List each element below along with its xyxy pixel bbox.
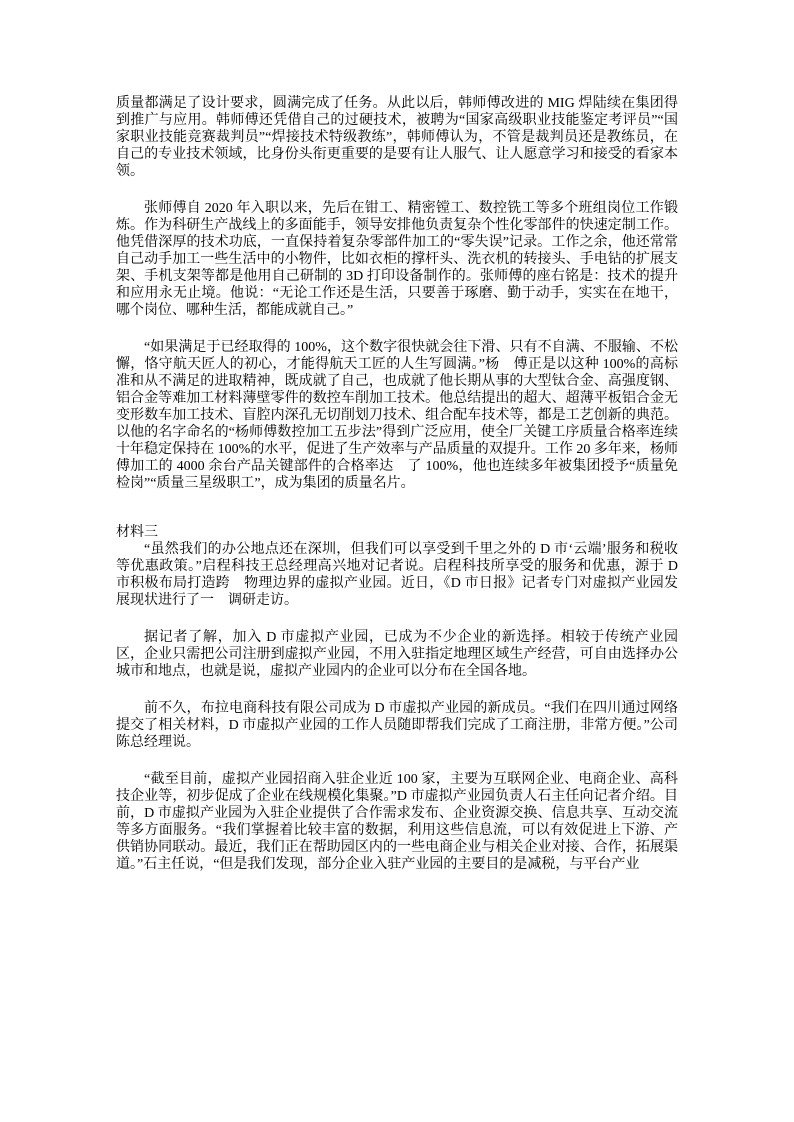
paragraph-yang-shifu: “如果满足于已经取得的 100%，这个数字很快就会往下滑、只有不自满、不服输、不松懈，恪守航天匠人的初心，才能得航天工匠的人生写圆满。”杨 傅正是以这种 100%的高标准和从不满足的进取精神，既成就了自己，也成就了他长期从事的大型钛合金、高强度钢、铝合金等难加工材料薄壁零件的数控车削加工技术。他总结提出的超大、超薄平板铝合金无变形数车加工技术、盲腔内深孔无切削划刀技术、组合配车技术等，都是工艺创新的典范。以他的名字命名的“杨师傅数控加工五步法”得到广泛应用，使全厂关键工序质量合格率连续十年稳定保持在 100%的水平，促进了生产效率与产品质量的双提升。工作 20 多年来，杨师傅加工的 4000 余台产品关键部件的合格率达 了 100%，他也连续多年被集团授予“质量免检岗”“质量三星级职工”，成为集团的质量名片。 (116, 340, 678, 491)
paragraph-virtual-park-intro: “虽然我们的办公地点还在深圳，但我们可以享受到千里之外的 D 市‘云端’服务和税收等优惠政策。”启程科技王总经理高兴地对记者说。启程科技所享受的服务和优惠，源于 D 市积极布局打造跨 物理边界的虚拟产业园。近日，《D 市日报》记者专门对虚拟产业园发展现状进行了一 调研走访。 (116, 542, 678, 608)
paragraph-park-director-interview: “截至目前，虚拟产业园招商入驻企业近 100 家，主要为互联网企业、电商企业、高科技企业等，初步促成了企业在线规模化集聚。”D 市虚拟产业园负责人石主任向记者介绍。目前，D 市虚拟产业园为入驻企业提供了合作需求发布、企业资源交换、信息共享、互动交流等多方面服务。“我们掌握着比较丰富的数据，利用这些信息流，可以有效促进上下游、产供销协同联动。最近，我们正在帮助园区内的一些电商企业与相关企业对接、合作，拓展渠道。”石主任说，“但是我们发现，部分企业入驻产业园的主要目的是减税，与平台产业 (116, 772, 678, 872)
paragraph-han-shifu-continuation: 质量都满足了设计要求，圆满完成了任务。从此以后，韩师傅改进的 MIG 焊陆续在集团得到推广与应用。韩师傅还凭借自己的过硬技术，被聘为“国家高级职业技能鉴定考评员”“国家职业技能竞赛裁判员”“焊接技术特级教练”，韩师傅认为，不管是裁判员还是教练员，在自己的专业技术领域，比身份头衔更重要的是要有让人服气、让人愿意学习和接受的看家本领。 (116, 96, 678, 179)
paragraph-virtual-park-registration: 据记者了解，加入 D 市虚拟产业园，已成为不少企业的新选择。相较于传统产业园区，企业只需把公司注册到虚拟产业园，不用入驻指定地理区域生产经营，可自由选择办公城市和地点，也就是说，虚拟产业园内的企业可以分布在全国各地。 (116, 630, 678, 679)
section-heading-material-three: 材料三 (116, 525, 158, 540)
paragraph-zhang-shifu: 张师傅自 2020 年入职以来，先后在钳工、精密镗工、数控铣工等多个班组岗位工作锻炼。作为科研生产战线上的多面能手，领导安排他负责复杂个性化零部件的快速定制工作。他凭借深厚的技术功底，一直保持着复杂零部件加工的“零失误”记录。工作之余，他还常常自己动手加工一些生活中的小物件，比如衣柜的撑杆头、洗衣机的转接头、手电钻的扩展支架、手机支架等都是他用自己研制的 3D 打印设备制作的。张师傅的座右铭是：技术的提升和应用永无止境。他说：“无论工作还是生活，只要善于琢磨、勤于动手，实实在在地干，哪个岗位、哪种生活，都能成就自己。” (116, 201, 678, 318)
paragraph-bula-ecommerce: 前不久，布拉电商科技有限公司成为 D 市虚拟产业园的新成员。“我们在四川通过网络提交了相关材料，D 市虚拟产业园的工作人员随即帮我们完成了工商注册，非常方便。”公司陈总经理说。 (116, 701, 678, 750)
